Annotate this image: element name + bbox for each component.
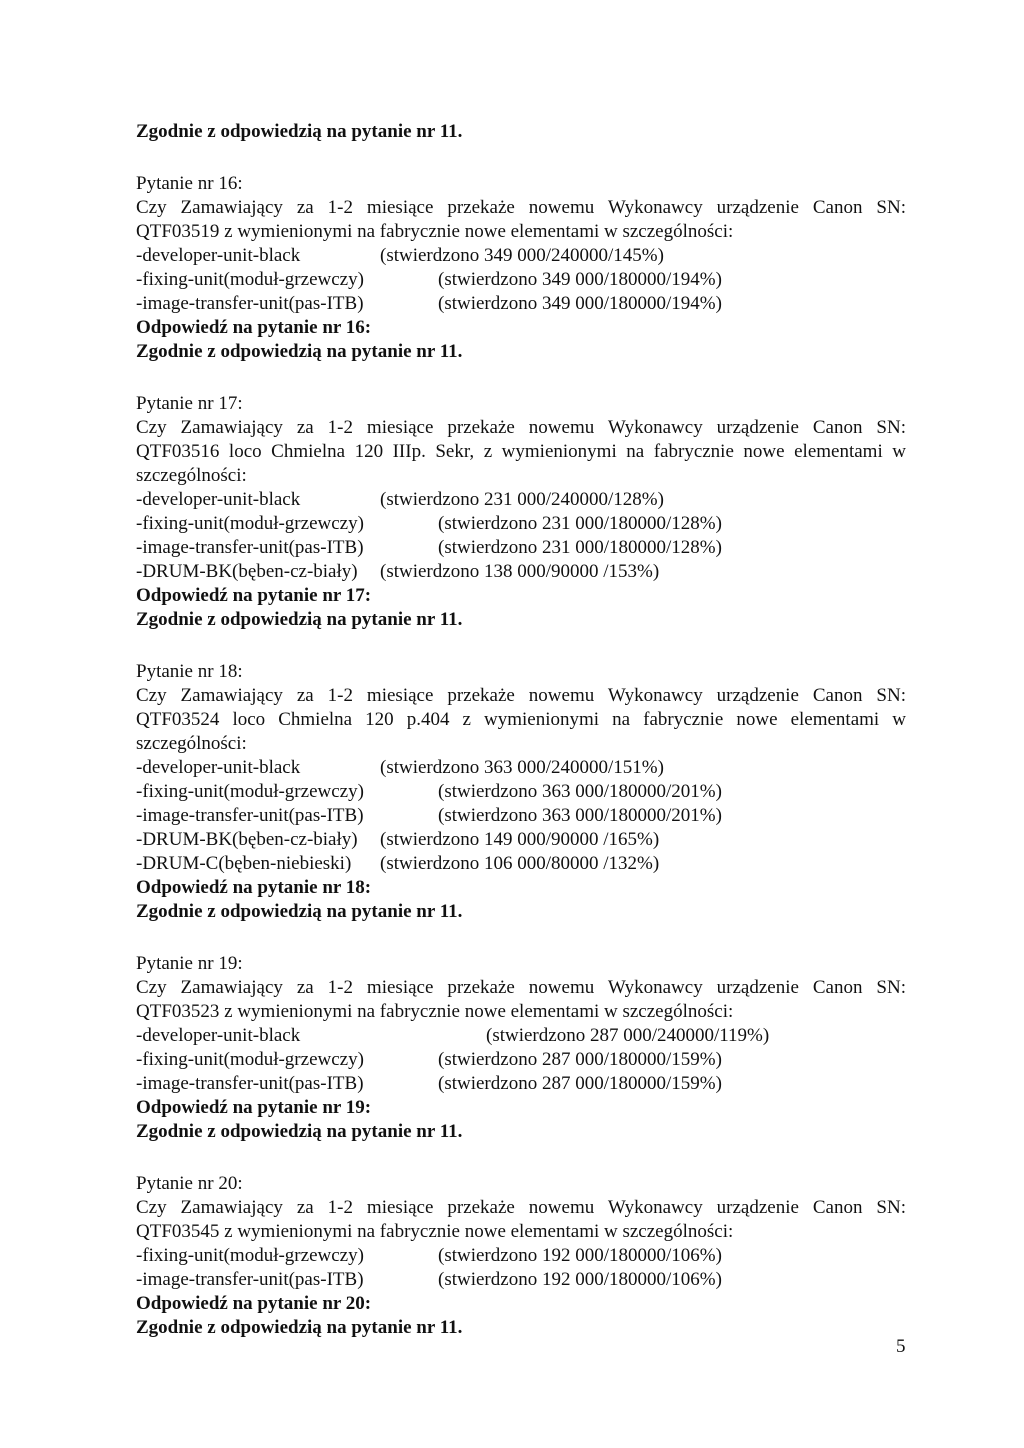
question-text-line: Czy Zamawiający za 1-2 miesiące przekaże nowemu Wykonawcy urządzenie Canon SN: [136, 197, 906, 218]
item-value: (stwierdzono 349 000/180000/194%) [438, 269, 722, 290]
question-heading: Pytanie nr 17: [136, 393, 243, 414]
item-label: -DRUM-BK(bęben-cz-biały) [136, 829, 358, 850]
item-row [136, 804, 906, 828]
item-value: (stwierdzono 363 000/180000/201%) [438, 805, 722, 826]
item-row [136, 268, 906, 292]
question-text-line: QTF03523 z wymienionymi na fabrycznie nowe elementami w szczególności: [136, 1001, 734, 1022]
item-value: (stwierdzono 363 000/240000/151%) [380, 757, 664, 778]
item-row [136, 1244, 906, 1268]
item-label: -fixing-unit(moduł-grzewczy) [136, 1245, 364, 1266]
item-value: (stwierdzono 192 000/180000/106%) [438, 1245, 722, 1266]
item-value: (stwierdzono 231 000/180000/128%) [438, 537, 722, 558]
answer-label: Odpowiedź na pytanie nr 18: [136, 877, 372, 898]
item-row [136, 780, 906, 804]
question-heading: Pytanie nr 16: [136, 173, 243, 194]
item-value: (stwierdzono 349 000/240000/145%) [380, 245, 664, 266]
item-row [136, 1268, 906, 1292]
answer-label: Odpowiedź na pytanie nr 17: [136, 585, 372, 606]
section-gap [136, 144, 906, 172]
item-row [136, 1072, 906, 1096]
item-label: -developer-unit-black [136, 1025, 301, 1046]
page-content [136, 120, 906, 1340]
item-value: (stwierdzono 231 000/180000/128%) [438, 513, 722, 534]
page-number: 5 [896, 1336, 906, 1357]
item-row [136, 1024, 906, 1048]
item-row [136, 1048, 906, 1072]
item-row [136, 244, 906, 268]
question-text-line: QTF03524 loco Chmielna 120 p.404 z wymienionymi na fabrycznie nowe elementami w [136, 709, 906, 730]
item-row [136, 488, 906, 512]
item-row [136, 512, 906, 536]
question-text-line: szczególności: [136, 733, 247, 754]
answer-label: Odpowiedź na pytanie nr 16: [136, 317, 372, 338]
item-label: -image-transfer-unit(pas-ITB) [136, 537, 364, 558]
answer-text: Zgodnie z odpowiedzią na pytanie nr 11. [136, 609, 463, 630]
question-18 [136, 660, 906, 924]
item-label: -fixing-unit(moduł-grzewczy) [136, 513, 364, 534]
item-label: -image-transfer-unit(pas-ITB) [136, 1269, 364, 1290]
answer-text: Zgodnie z odpowiedzią na pytanie nr 11. [136, 1121, 463, 1142]
item-row [136, 560, 906, 584]
item-row [136, 852, 906, 876]
item-row [136, 292, 906, 316]
item-value: (stwierdzono 363 000/180000/201%) [438, 781, 722, 802]
item-value: (stwierdzono 349 000/180000/194%) [438, 293, 722, 314]
question-text-line: szczególności: [136, 465, 247, 486]
answer-text: Zgodnie z odpowiedzią na pytanie nr 11. [136, 901, 463, 922]
item-value: (stwierdzono 106 000/80000 /132%) [380, 853, 660, 874]
item-label: -DRUM-BK(bęben-cz-biały) [136, 561, 358, 582]
question-text-line: QTF03516 loco Chmielna 120 IIIp. Sekr, z wymienionymi na fabrycznie nowe elementami w [136, 441, 906, 462]
question-20 [136, 1172, 906, 1340]
intro-answer: Zgodnie z odpowiedzią na pytanie nr 11. [136, 121, 463, 142]
item-label: -image-transfer-unit(pas-ITB) [136, 1073, 364, 1094]
section-gap [136, 632, 906, 660]
question-heading: Pytanie nr 19: [136, 953, 243, 974]
question-text-line: Czy Zamawiający za 1-2 miesiące przekaże nowemu Wykonawcy urządzenie Canon SN: [136, 417, 906, 438]
item-value: (stwierdzono 287 000/240000/119%) [486, 1025, 770, 1046]
answer-label: Odpowiedź na pytanie nr 19: [136, 1097, 372, 1118]
item-label: -developer-unit-black [136, 757, 301, 778]
question-19 [136, 952, 906, 1144]
item-value: (stwierdzono 287 000/180000/159%) [438, 1049, 722, 1070]
item-label: -DRUM-C(bęben-niebieski) [136, 853, 352, 874]
item-label: -developer-unit-black [136, 489, 301, 510]
answer-text: Zgodnie z odpowiedzią na pytanie nr 11. [136, 1317, 463, 1338]
item-value: (stwierdzono 287 000/180000/159%) [438, 1073, 722, 1094]
item-value: (stwierdzono 231 000/240000/128%) [380, 489, 664, 510]
answer-text: Zgodnie z odpowiedzią na pytanie nr 11. [136, 341, 463, 362]
item-label: -fixing-unit(moduł-grzewczy) [136, 1049, 364, 1070]
question-heading: Pytanie nr 18: [136, 661, 243, 682]
item-label: -fixing-unit(moduł-grzewczy) [136, 269, 364, 290]
question-17 [136, 392, 906, 632]
question-text-line: QTF03545 z wymienionymi na fabrycznie nowe elementami w szczególności: [136, 1221, 734, 1242]
section-gap [136, 1144, 906, 1172]
question-text-line: Czy Zamawiający za 1-2 miesiące przekaże nowemu Wykonawcy urządzenie Canon SN: [136, 977, 906, 998]
item-value: (stwierdzono 192 000/180000/106%) [438, 1269, 722, 1290]
item-value: (stwierdzono 149 000/90000 /165%) [380, 829, 660, 850]
question-text-line: QTF03519 z wymienionymi na fabrycznie nowe elementami w szczególności: [136, 221, 734, 242]
item-label: -image-transfer-unit(pas-ITB) [136, 805, 364, 826]
item-label: -fixing-unit(moduł-grzewczy) [136, 781, 364, 802]
question-heading: Pytanie nr 20: [136, 1173, 243, 1194]
item-row [136, 536, 906, 560]
question-text-line: Czy Zamawiający za 1-2 miesiące przekaże nowemu Wykonawcy urządzenie Canon SN: [136, 685, 906, 706]
item-row [136, 756, 906, 780]
item-label: -developer-unit-black [136, 245, 301, 266]
item-value: (stwierdzono 138 000/90000 /153%) [380, 561, 660, 582]
answer-label: Odpowiedź na pytanie nr 20: [136, 1293, 372, 1314]
section-gap [136, 924, 906, 952]
item-label: -image-transfer-unit(pas-ITB) [136, 293, 364, 314]
question-16 [136, 172, 906, 364]
question-text-line: Czy Zamawiający za 1-2 miesiące przekaże nowemu Wykonawcy urządzenie Canon SN: [136, 1197, 906, 1218]
section-gap [136, 364, 906, 392]
item-row [136, 828, 906, 852]
